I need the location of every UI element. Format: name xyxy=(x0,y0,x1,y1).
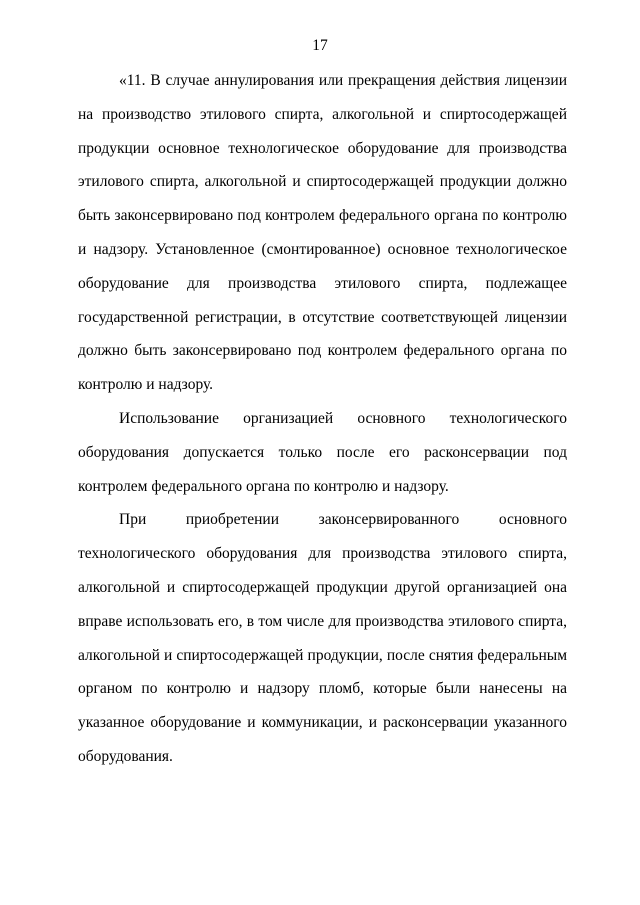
paragraph-license-annulment: «11. В случае аннулирования или прекращения действия лицензии на производство этилового спирта, алкогольной и спиртосодержащей продукции основное технологическое оборудование для производства этилового спирта, алкогольной и спиртосодержащей продукции должно быть законсервировано под контролем федерального органа по контролю и надзору. Установленное (смонтированное) основное технологическое оборудование для производства этилового спирта, подлежащее государственной регистрации, в отсутствие соответствующей лицензии должно быть законсервировано под контролем федерального органа по контролю и надзору. xyxy=(78,72,567,394)
paragraph-equipment-usage: Использование организацией основного технологического оборудования допускается только после его расконсервации под контролем федерального органа по контролю и надзору. xyxy=(78,409,567,495)
document-body xyxy=(78,64,567,774)
paragraph-equipment-acquisition: При приобретении законсервированного основного технологического оборудования для производства этилового спирта, алкогольной и спиртосодержащей продукции другой организацией она вправе использовать его, в том числе для производства этилового спирта, алкогольной и спиртосодержащей продукции, после снятия федеральным органом по контролю и надзору пломб, которые были нанесены на указанное оборудование и коммуникации, и расконсервации указанного оборудования. xyxy=(78,511,567,765)
page-number: 17 xyxy=(312,37,328,54)
